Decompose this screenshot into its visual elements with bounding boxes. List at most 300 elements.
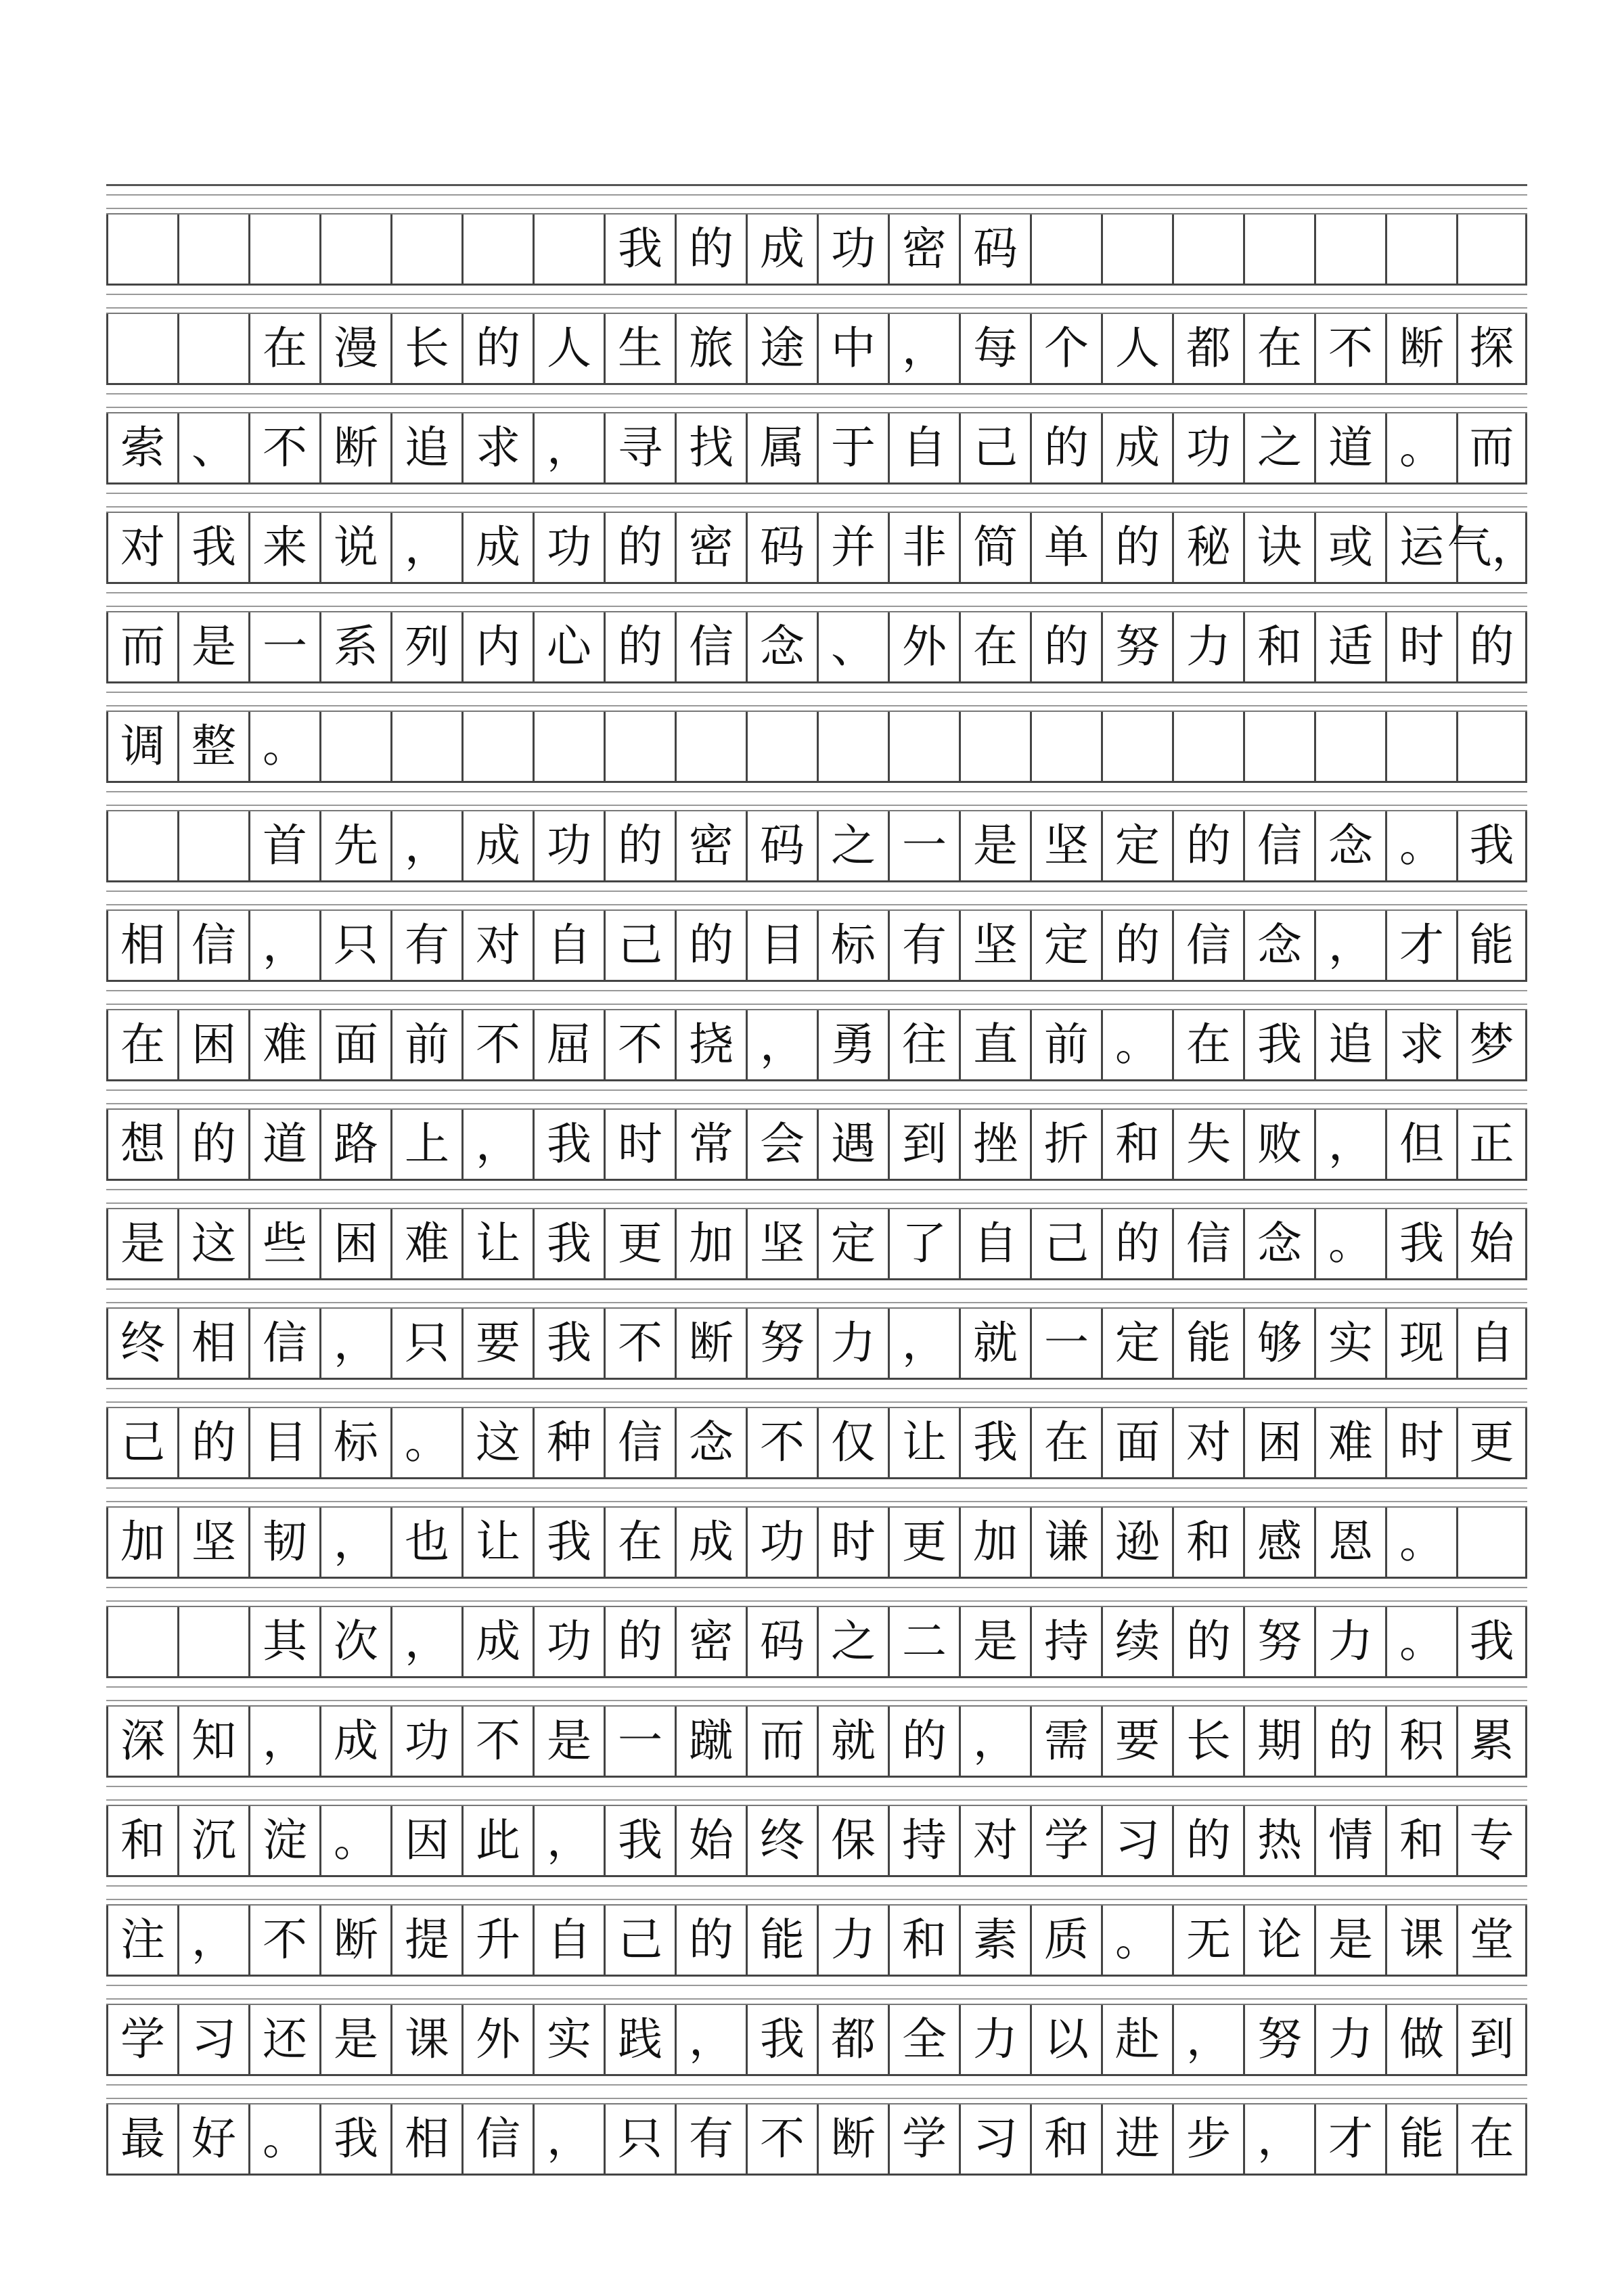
grid-cell: 的 — [177, 1408, 248, 1477]
grid-cell: 道 — [1314, 413, 1385, 482]
grid-cell: 定 — [1030, 911, 1101, 980]
grid-cell — [177, 314, 248, 383]
grid-cell: 能 — [746, 1906, 817, 1975]
grid-cell: 的 — [1030, 612, 1101, 681]
grid-cell: 信 — [675, 612, 746, 681]
grid-cell: 目 — [746, 911, 817, 980]
grid-cell: 相 — [390, 2104, 461, 2174]
grid-cell — [959, 712, 1030, 781]
grid-cell: 的 — [1172, 1806, 1243, 1875]
grid-cell: 。 — [248, 2104, 319, 2174]
grid-cell: 运 — [1385, 513, 1456, 582]
grid-cell: 难 — [1314, 1408, 1385, 1477]
row-separator — [106, 683, 1527, 712]
grid-cell: 是 — [959, 1607, 1030, 1676]
grid-cell: ， — [533, 413, 604, 482]
grid-cell: 学 — [106, 2005, 177, 2074]
row-separator — [106, 1977, 1527, 2005]
grid-cell: 续 — [1101, 1607, 1172, 1676]
grid-cell: 。 — [1101, 1010, 1172, 1079]
grid-cell: 专 — [1456, 1806, 1527, 1875]
row-separator — [106, 584, 1527, 612]
grid-cell: 断 — [1385, 314, 1456, 383]
grid-cell: 的 — [1101, 911, 1172, 980]
grid-cell: 是 — [106, 1209, 177, 1278]
grid-cell — [1385, 215, 1456, 284]
grid-cell: 在 — [959, 612, 1030, 681]
grid-cell: 我 — [319, 2104, 390, 2174]
grid-cell — [248, 215, 319, 284]
grid-cell: 长 — [390, 314, 461, 383]
grid-cell: 一 — [604, 1707, 675, 1776]
text-row — [106, 2104, 1527, 2176]
grid-cell: 成 — [461, 513, 533, 582]
grid-cell: 的 — [1456, 612, 1527, 681]
grid-cell: 我 — [1385, 1209, 1456, 1278]
grid-cell: 遇 — [817, 1110, 888, 1179]
grid-cell: 更 — [604, 1209, 675, 1278]
grid-cell: 一 — [1030, 1309, 1101, 1378]
grid-cell: 要 — [1101, 1707, 1172, 1776]
row-separator — [106, 982, 1527, 1010]
text-row — [106, 1806, 1527, 1877]
grid-cell: 不 — [248, 413, 319, 482]
grid-cell: 种 — [533, 1408, 604, 1477]
grid-cell: 断 — [675, 1309, 746, 1378]
grid-cell: 之 — [1243, 413, 1314, 482]
grid-cell: 习 — [959, 2104, 1030, 2174]
grid-cell: 时 — [604, 1110, 675, 1179]
grid-cell: 自 — [1456, 1309, 1527, 1378]
grid-cell: 在 — [1456, 2104, 1527, 2174]
grid-cell: 在 — [248, 314, 319, 383]
grid-cell: 需 — [1030, 1707, 1101, 1776]
grid-cell: 够 — [1243, 1309, 1314, 1378]
grid-cell: 次 — [319, 1607, 390, 1676]
text-row — [106, 1309, 1527, 1380]
grid-cell: 信 — [177, 911, 248, 980]
grid-cell: 能 — [1385, 2104, 1456, 2174]
grid-cell: 在 — [1172, 1010, 1243, 1079]
grid-cell: 的 — [1101, 1209, 1172, 1278]
grid-cell: 成 — [746, 215, 817, 284]
grid-cell: 还 — [248, 2005, 319, 2074]
grid-cell — [390, 712, 461, 781]
grid-cell: 我 — [1456, 1607, 1527, 1676]
grid-cell: 注 — [106, 1906, 177, 1975]
grid-cell: ， — [248, 911, 319, 980]
grid-cell: 困 — [1243, 1408, 1314, 1477]
grid-cell: 外 — [461, 2005, 533, 2074]
grid-cell: 在 — [604, 1508, 675, 1577]
grid-cell: 蹴 — [675, 1707, 746, 1776]
title-row — [106, 215, 1527, 286]
grid-cell: 之 — [817, 1607, 888, 1676]
grid-cell: 我 — [604, 1806, 675, 1875]
grid-cell: 和 — [1172, 1508, 1243, 1577]
grid-cell — [888, 712, 959, 781]
grid-cell: 非 — [888, 513, 959, 582]
grid-cell: 只 — [319, 911, 390, 980]
grid-cell — [106, 215, 177, 284]
grid-cell: 在 — [106, 1010, 177, 1079]
grid-cell: ， — [319, 1508, 390, 1577]
grid-cell: 秘 — [1172, 513, 1243, 582]
grid-cell: 实 — [533, 2005, 604, 2074]
grid-cell: ， — [533, 2104, 604, 2174]
grid-cell: 时 — [817, 1508, 888, 1577]
grid-cell: 目 — [248, 1408, 319, 1477]
grid-cell: 不 — [461, 1010, 533, 1079]
grid-cell: 也 — [390, 1508, 461, 1577]
grid-cell: 自 — [888, 413, 959, 482]
grid-cell: 码 — [746, 811, 817, 880]
grid-cell: 定 — [1101, 1309, 1172, 1378]
grid-cell: 的 — [1101, 513, 1172, 582]
text-row — [106, 314, 1527, 385]
grid-cell: 密 — [675, 811, 746, 880]
grid-cell — [319, 215, 390, 284]
grid-cell: 我 — [533, 1209, 604, 1278]
grid-cell: 己 — [604, 1906, 675, 1975]
grid-cell: 时 — [1385, 612, 1456, 681]
grid-cell: 不 — [604, 1309, 675, 1378]
grid-cell: ， — [390, 811, 461, 880]
text-row — [106, 1010, 1527, 1081]
grid-cell: 挫 — [959, 1110, 1030, 1179]
grid-cell: 成 — [461, 1607, 533, 1676]
text-row — [106, 1408, 1527, 1479]
grid-cell: 的 — [604, 513, 675, 582]
row-separator — [106, 882, 1527, 911]
grid-cell: 淀 — [248, 1806, 319, 1875]
grid-cell: 积 — [1385, 1707, 1456, 1776]
grid-cell: 难 — [248, 1010, 319, 1079]
grid-cell: 简 — [959, 513, 1030, 582]
grid-cell: 终 — [746, 1806, 817, 1875]
grid-cell — [1456, 712, 1527, 781]
grid-cell: 己 — [959, 413, 1030, 482]
grid-cell: 往 — [888, 1010, 959, 1079]
grid-cell: ， — [888, 1309, 959, 1378]
grid-cell: 念 — [1314, 811, 1385, 880]
grid-cell: 这 — [461, 1408, 533, 1477]
row-separator — [106, 1081, 1527, 1110]
row-separator — [106, 1778, 1527, 1806]
row-separator — [106, 385, 1527, 413]
grid-cell: 密 — [675, 1607, 746, 1676]
grid-cell: 标 — [319, 1408, 390, 1477]
grid-cell: 能 — [1456, 911, 1527, 980]
grid-cell: 屈 — [533, 1010, 604, 1079]
grid-cell: 更 — [888, 1508, 959, 1577]
grid-cell: 期 — [1243, 1707, 1314, 1776]
grid-cell: 习 — [1101, 1806, 1172, 1875]
grid-cell: 对 — [106, 513, 177, 582]
grid-cell: 折 — [1030, 1110, 1101, 1179]
grid-cell: 素 — [959, 1906, 1030, 1975]
grid-cell — [177, 1607, 248, 1676]
grid-cell: 我 — [1456, 811, 1527, 880]
grid-cell: ， — [390, 513, 461, 582]
grid-cell: 面 — [1101, 1408, 1172, 1477]
grid-cell: 力 — [1314, 1607, 1385, 1676]
grid-cell: 成 — [461, 811, 533, 880]
grid-cell: 失 — [1172, 1110, 1243, 1179]
grid-cell: 个 — [1030, 314, 1101, 383]
grid-cell: 于 — [817, 413, 888, 482]
grid-cell: 漫 — [319, 314, 390, 383]
grid-cell: 相 — [177, 1309, 248, 1378]
row-separator — [106, 186, 1527, 215]
grid-cell: 让 — [461, 1508, 533, 1577]
grid-cell: 求 — [461, 413, 533, 482]
grid-cell: 谦 — [1030, 1508, 1101, 1577]
grid-cell: 才 — [1314, 2104, 1385, 2174]
grid-cell: 恩 — [1314, 1508, 1385, 1577]
grid-cell: 。 — [1101, 1906, 1172, 1975]
grid-cell: 断 — [817, 2104, 888, 2174]
grid-cell: 。 — [1314, 1209, 1385, 1278]
grid-cell: 生 — [604, 314, 675, 383]
grid-cell: 持 — [1030, 1607, 1101, 1676]
text-row — [106, 2005, 1527, 2076]
grid-cell: 堂 — [1456, 1906, 1527, 1975]
grid-cell: 。 — [390, 1408, 461, 1477]
grid-cell: 勇 — [817, 1010, 888, 1079]
grid-cell: 加 — [675, 1209, 746, 1278]
grid-cell: 成 — [319, 1707, 390, 1776]
grid-cell: 累 — [1456, 1707, 1527, 1776]
grid-cell: 求 — [1385, 1010, 1456, 1079]
grid-cell: 旅 — [675, 314, 746, 383]
grid-cell: 好 — [177, 2104, 248, 2174]
grid-cell: 要 — [461, 1309, 533, 1378]
grid-cell: 不 — [1314, 314, 1385, 383]
grid-cell: 来 — [248, 513, 319, 582]
grid-cell: 先 — [319, 811, 390, 880]
grid-cell: ， — [177, 1906, 248, 1975]
grid-cell: 我 — [1243, 1010, 1314, 1079]
grid-cell: 的 — [461, 314, 533, 383]
grid-cell: 沉 — [177, 1806, 248, 1875]
grid-cell: 逊 — [1101, 1508, 1172, 1577]
row-separator — [106, 1380, 1527, 1408]
grid-cell: 念 — [675, 1408, 746, 1477]
grid-cell: 追 — [390, 413, 461, 482]
grid-cell: 寻 — [604, 413, 675, 482]
grid-cell: 二 — [888, 1607, 959, 1676]
text-row — [106, 1508, 1527, 1579]
text-row — [106, 712, 1527, 783]
grid-cell: 进 — [1101, 2104, 1172, 2174]
grid-cell: 是 — [1314, 1906, 1385, 1975]
grid-cell: 有 — [675, 2104, 746, 2174]
row-separator — [106, 1479, 1527, 1508]
grid-cell: 己 — [1030, 1209, 1101, 1278]
grid-cell: 不 — [604, 1010, 675, 1079]
grid-cell: 习 — [177, 2005, 248, 2074]
grid-cell: 途 — [746, 314, 817, 383]
grid-cell: 终 — [106, 1309, 177, 1378]
grid-cell: 难 — [390, 1209, 461, 1278]
grid-cell: 功 — [817, 215, 888, 284]
grid-cell: 说 — [319, 513, 390, 582]
grid-cell: 挠 — [675, 1010, 746, 1079]
grid-cell — [675, 712, 746, 781]
grid-cell — [533, 712, 604, 781]
grid-cell: 的 — [177, 1110, 248, 1179]
grid-cell: 调 — [106, 712, 177, 781]
grid-cell: ， — [675, 2005, 746, 2074]
grid-cell: 自 — [533, 911, 604, 980]
grid-cell: 就 — [959, 1309, 1030, 1378]
grid-cell: 的 — [1030, 413, 1101, 482]
grid-cell: 信 — [1172, 911, 1243, 980]
grid-cell: 码 — [959, 215, 1030, 284]
text-row — [106, 513, 1537, 584]
grid-cell: 适 — [1314, 612, 1385, 681]
grid-cell — [1172, 215, 1243, 284]
grid-cell: 更 — [1456, 1408, 1527, 1477]
grid-cell: 学 — [1030, 1806, 1101, 1875]
grid-cell: 我 — [533, 1309, 604, 1378]
grid-cell: 坚 — [1030, 811, 1101, 880]
grid-cell: 直 — [959, 1010, 1030, 1079]
grid-cell: 道 — [248, 1110, 319, 1179]
grid-cell: 无 — [1172, 1906, 1243, 1975]
row-separator — [106, 485, 1527, 513]
grid-cell: 困 — [177, 1010, 248, 1079]
grid-cell: 的 — [675, 215, 746, 284]
grid-cell: 持 — [888, 1806, 959, 1875]
grid-cell: 和 — [106, 1806, 177, 1875]
grid-cell: 才 — [1385, 911, 1456, 980]
grid-cell: 气， — [1456, 513, 1527, 582]
grid-cell: 困 — [319, 1209, 390, 1278]
grid-cell: ， — [746, 1010, 817, 1079]
grid-cell: 探 — [1456, 314, 1527, 383]
grid-cell: 断 — [319, 413, 390, 482]
text-row — [106, 612, 1527, 683]
grid-cell: 而 — [746, 1707, 817, 1776]
grid-cell: 路 — [319, 1110, 390, 1179]
grid-cell: 人 — [533, 314, 604, 383]
grid-cell: 在 — [1030, 1408, 1101, 1477]
grid-cell: 前 — [390, 1010, 461, 1079]
grid-cell: 韧 — [248, 1508, 319, 1577]
grid-cell: 的 — [1314, 1707, 1385, 1776]
grid-cell: 全 — [888, 2005, 959, 2074]
grid-cell: 念 — [746, 612, 817, 681]
grid-cell — [177, 811, 248, 880]
grid-cell — [1456, 1508, 1527, 1577]
grid-cell: 始 — [675, 1806, 746, 1875]
grid-cell: 做 — [1385, 2005, 1456, 2074]
grid-cell: ， — [1314, 911, 1385, 980]
grid-cell: 加 — [106, 1508, 177, 1577]
grid-cell: 面 — [319, 1010, 390, 1079]
grid-cell: 我 — [177, 513, 248, 582]
grid-cell: 外 — [888, 612, 959, 681]
grid-cell: 列 — [390, 612, 461, 681]
grid-cell — [319, 712, 390, 781]
grid-cell: 都 — [1172, 314, 1243, 383]
grid-cell — [1314, 712, 1385, 781]
grid-cell: 步 — [1172, 2104, 1243, 2174]
grid-cell: 或 — [1314, 513, 1385, 582]
grid-cell: 功 — [390, 1707, 461, 1776]
grid-cell: 的 — [675, 911, 746, 980]
grid-cell: 始 — [1456, 1209, 1527, 1278]
text-row — [106, 911, 1527, 982]
grid-cell: 功 — [1172, 413, 1243, 482]
grid-cell: 是 — [319, 2005, 390, 2074]
grid-cell: 我 — [533, 1508, 604, 1577]
grid-cell: ， — [1172, 2005, 1243, 2074]
grid-cell: 信 — [1172, 1209, 1243, 1278]
grid-cell: 对 — [1172, 1408, 1243, 1477]
grid-cell: 不 — [746, 1408, 817, 1477]
grid-cell: ， — [888, 314, 959, 383]
row-separator — [106, 1181, 1527, 1209]
grid-cell — [1456, 215, 1527, 284]
grid-cell: 赴 — [1101, 2005, 1172, 2074]
grid-cell: 仅 — [817, 1408, 888, 1477]
grid-cell: 对 — [959, 1806, 1030, 1875]
grid-cell: ， — [319, 1309, 390, 1378]
grid-cell: 、 — [817, 612, 888, 681]
grid-cell: 密 — [888, 215, 959, 284]
grid-cell: 感 — [1243, 1508, 1314, 1577]
grid-cell: 情 — [1314, 1806, 1385, 1875]
grid-cell: ， — [248, 1707, 319, 1776]
grid-cell: 。 — [1385, 811, 1456, 880]
grid-cell: 知 — [177, 1707, 248, 1776]
grid-cell — [106, 314, 177, 383]
grid-cell: 梦 — [1456, 1010, 1527, 1079]
grid-cell: 之 — [817, 811, 888, 880]
grid-cell: 找 — [675, 413, 746, 482]
grid-cell: 力 — [1172, 612, 1243, 681]
grid-cell: 的 — [675, 1906, 746, 1975]
grid-cell: 码 — [746, 513, 817, 582]
grid-cell: 会 — [746, 1110, 817, 1179]
grid-cell: 升 — [461, 1906, 533, 1975]
grid-cell: 一 — [888, 811, 959, 880]
grid-cell — [106, 811, 177, 880]
text-row — [106, 1906, 1527, 1977]
grid-cell: 时 — [1385, 1408, 1456, 1477]
grid-cell: 些 — [248, 1209, 319, 1278]
grid-cell: 努 — [1243, 2005, 1314, 2074]
text-row — [106, 1209, 1527, 1280]
grid-cell: 标 — [817, 911, 888, 980]
grid-cell: 的 — [604, 1607, 675, 1676]
grid-cell: 课 — [390, 2005, 461, 2074]
grid-cell: 和 — [1030, 2104, 1101, 2174]
grid-cell: 都 — [817, 2005, 888, 2074]
grid-cell — [1314, 215, 1385, 284]
row-separator — [106, 1579, 1527, 1607]
grid-cell: 我 — [746, 2005, 817, 2074]
grid-cell: 学 — [888, 2104, 959, 2174]
grid-cell: 其 — [248, 1607, 319, 1676]
grid-cell: 努 — [1243, 1607, 1314, 1676]
text-row — [106, 1707, 1527, 1778]
grid-cell — [1030, 215, 1101, 284]
grid-cell: 提 — [390, 1906, 461, 1975]
